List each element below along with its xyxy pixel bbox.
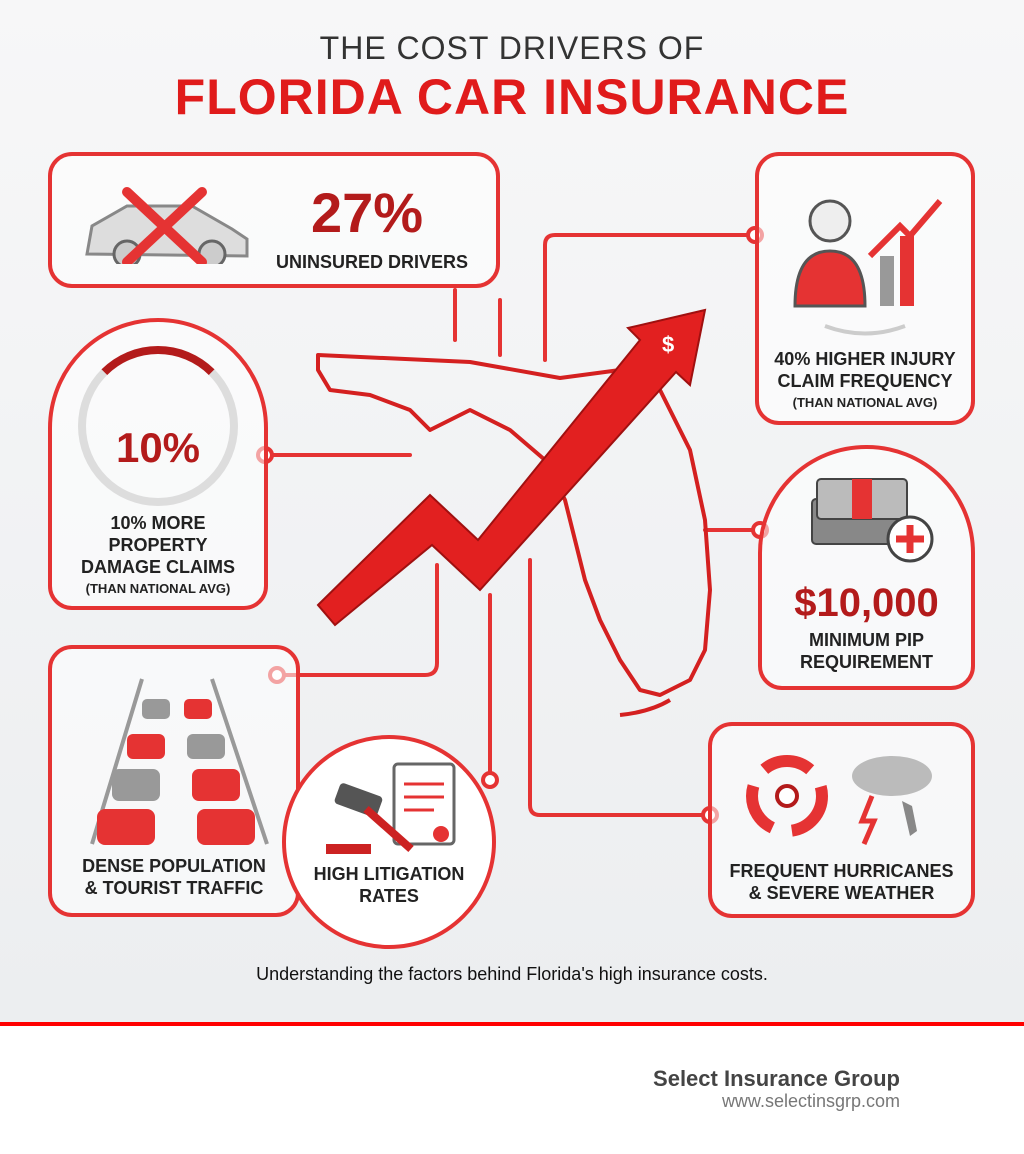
dollar-sign-icon: $ [662, 332, 675, 357]
gavel-document-icon [316, 759, 466, 859]
injured-person-chart-icon [785, 176, 955, 336]
card-property-damage [48, 318, 268, 610]
card-litigation [282, 735, 496, 949]
note: (THAN NATIONAL AVG) [85, 581, 231, 596]
pip-label [762, 629, 971, 673]
caption: Understanding the factors behind Florida's high insurance costs. [256, 964, 768, 984]
traffic-palms-icon [72, 669, 282, 849]
brand-url[interactable]: www.selectinsgrp.com [721, 1091, 900, 1111]
label-line: & TOURIST TRAFFIC [84, 878, 264, 898]
litigation-label [286, 863, 492, 907]
cash-medical-icon [802, 469, 942, 569]
label-line: DENSE POPULATION [82, 856, 266, 876]
property-damage-label [52, 512, 264, 600]
property-damage-value: 10% [115, 424, 201, 471]
label-line: FREQUENT HURRICANES [729, 861, 954, 881]
card-uninsured-drivers [48, 152, 500, 288]
uninsured-value: 27% [310, 181, 424, 244]
label-line: DAMAGE CLAIMS [81, 557, 235, 577]
dense-population-label [52, 855, 296, 899]
connector-dot [483, 773, 497, 787]
label-line: CLAIM FREQUENCY [777, 371, 953, 391]
label-line: REQUIREMENT [799, 652, 933, 672]
note: (THAN NATIONAL AVG) [792, 395, 938, 410]
hurricane-storm-icon [742, 746, 942, 846]
card-pip-requirement [758, 445, 975, 690]
brand-name: Select Insurance Group [653, 1066, 900, 1091]
label-line: & SEVERE WEATHER [748, 883, 935, 903]
crossed-car-icon [82, 184, 252, 264]
florida-keys [620, 700, 670, 715]
injury-claims-label [759, 348, 971, 414]
connector-line [530, 560, 708, 815]
title-line-1: THE COST DRIVERS OF [319, 30, 705, 66]
title-line-2: FLORIDA CAR INSURANCE [174, 69, 850, 125]
label-line: 40% HIGHER INJURY [774, 349, 956, 369]
label-line: PROPERTY [108, 535, 208, 555]
hurricanes-label [712, 860, 971, 904]
label-line: RATES [359, 886, 419, 906]
label-line: 10% MORE [110, 513, 206, 533]
divider [0, 1022, 1024, 1026]
card-hurricanes [708, 722, 975, 918]
card-injury-claims [755, 152, 975, 425]
label-line: HIGH LITIGATION [313, 864, 465, 884]
label-line: MINIMUM PIP [809, 630, 924, 650]
card-dense-population [48, 645, 300, 917]
uninsured-label: UNINSURED DRIVERS [275, 252, 469, 272]
pip-value: $10,000 [794, 581, 939, 625]
